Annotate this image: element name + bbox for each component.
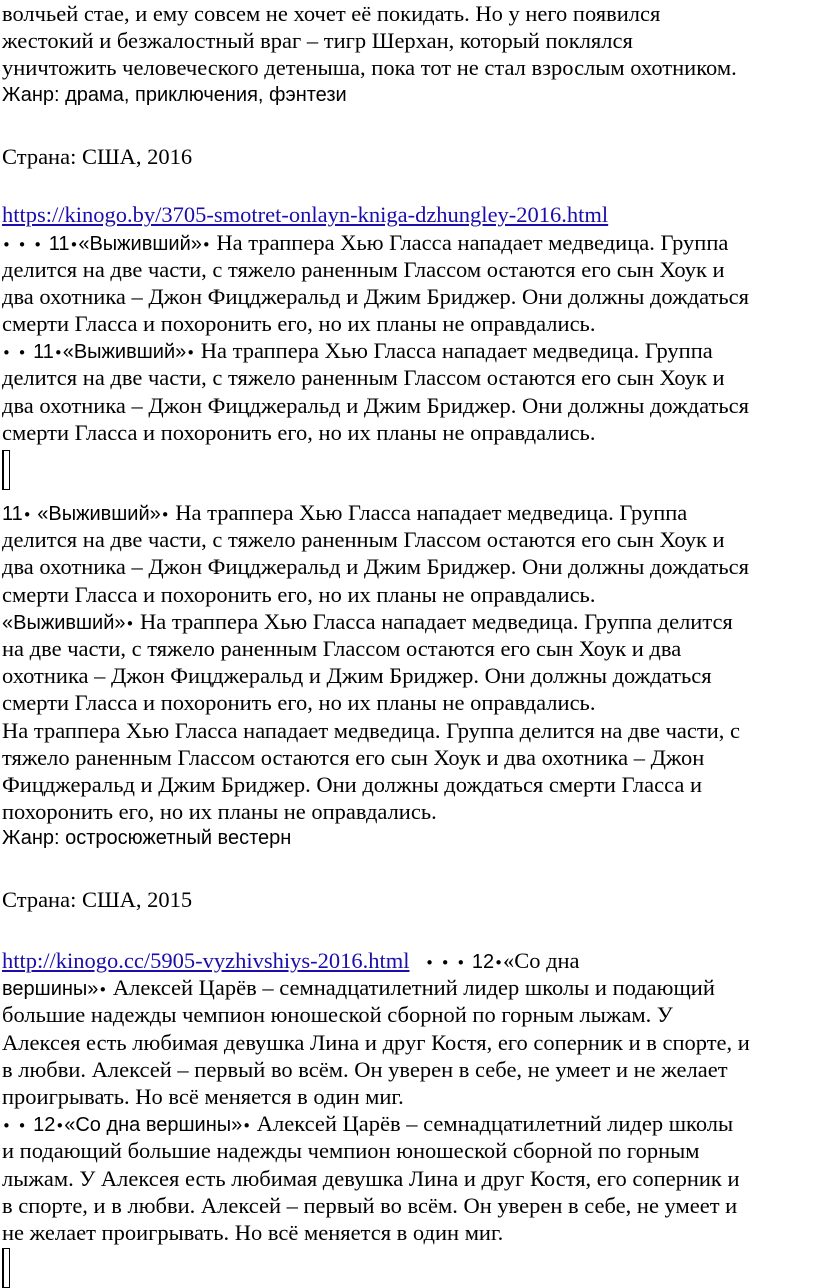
movie-title: «Выживший» xyxy=(62,341,187,364)
text-line: и подающий большие надежды чемпион юношеской сборной по горным xyxy=(2,1138,700,1164)
country-line: Страна: США, 2016 xyxy=(2,143,193,169)
text-line: жестокий и безжалостный враг – тигр Шерхан, который поклялся xyxy=(2,28,633,54)
synopsis-text: Алексей Царёв – семнадцатилетний лидер школы и подающий xyxy=(107,975,715,1001)
text-line: смерти Гласса и похоронить его, но их планы не оправдались. xyxy=(2,419,596,445)
bullet-icon: • xyxy=(22,506,32,524)
text-line: охотника – Джон Фицджеральд и Джим Бриджер. Они должны дождаться xyxy=(2,663,712,689)
text-line: в спорте, и в любви. Алексей – первый во всём. Он уверен в себе, не умеет и xyxy=(2,1192,738,1218)
text-line: тяжело раненным Глассом остаются его сын Хоук и два охотника – Джон xyxy=(2,744,705,770)
text-line: лыжам. У Алексея есть любимая девушка Лина и друг Костя, его соперник и xyxy=(2,1165,740,1191)
bullet-icon: • xyxy=(186,344,196,363)
item-number: 11 xyxy=(48,232,70,255)
text-line: уничтожить человеческого детеныша, пока тот не стал взрослым охотником. xyxy=(2,55,737,81)
genre-line: Жанр: остросюжетный вестерн xyxy=(2,827,292,850)
item-number: 12 xyxy=(33,1114,56,1137)
bullet-group: • • • xyxy=(2,235,44,254)
text-line: Фицджеральд и Джим Бриджер. Они должны дождаться смерти Гласса и xyxy=(2,771,702,797)
item-number: 12 xyxy=(471,951,495,973)
text-line: На траппера Хью Гласса нападает медведица. Группа делится на две части, с xyxy=(2,717,740,743)
empty-image-placeholder xyxy=(2,450,10,490)
text-line: два охотника – Джон Фицджеральд и Джим Бриджер. Они должны дождаться xyxy=(2,392,749,418)
bullet-group: • • xyxy=(2,344,28,363)
text-line: смерти Гласса и похоронить его, но их планы не оправдались. xyxy=(2,581,596,607)
synopsis-text: На траппера Хью Гласса нападает медведица. Группа xyxy=(169,500,688,525)
movie-title: «Выживший» xyxy=(78,232,202,255)
movie-title: «Со дна вершины» xyxy=(64,1114,243,1137)
text-line: в любви. Алексей – первый во всём. Он уверен в себе, не умеет и не желает xyxy=(2,1056,728,1082)
bullet-icon: • xyxy=(494,954,503,972)
document-page xyxy=(2,0,814,1286)
bullet-icon: • xyxy=(242,1117,252,1136)
empty-image-placeholder xyxy=(2,1248,10,1288)
synopsis-text: На траппера Хью Гласса нападает медведица. Группа xyxy=(195,338,713,364)
text-line: большие надежды чемпион юношеской сборной по горным лыжам. У xyxy=(2,1002,673,1028)
bullet-icon: • xyxy=(125,614,135,633)
text-line: волчьей стае, и ему совсем не хочет её покидать. Но у него появился xyxy=(2,1,661,26)
text-line: два охотника – Джон Фицджеральд и Джим Бриджер. Они должны дождаться xyxy=(2,554,749,580)
synopsis-text: На траппера Хью Гласса нападает медведица. Группа делится xyxy=(134,608,733,634)
text-line: похоронить его, но их планы не оправдались. xyxy=(2,799,437,825)
bullet-icon: • xyxy=(160,506,170,524)
movie-title-part: «Со дна xyxy=(502,948,580,973)
item-number: 11 xyxy=(2,503,23,525)
movie-title: «Выживший» xyxy=(37,503,161,525)
text-line: смерти Гласса и похоронить его, но их планы не оправдались. xyxy=(2,311,596,337)
bullet-group: • • • xyxy=(425,954,467,972)
bullet-group: • • xyxy=(2,1117,28,1136)
bullet-icon: • xyxy=(98,981,108,1000)
bullet-icon: • xyxy=(201,235,211,254)
bullet-icon: • xyxy=(53,344,63,363)
text-line: на две части, с тяжело раненным Глассом остаются его сын Хоук и два xyxy=(2,635,682,661)
text-line: делится на две части, с тяжело раненным Глассом остаются его сын Хоук и xyxy=(2,256,725,282)
text-line: Алексея есть любимая девушка Лина и друг Костя, его соперник и в спорте, и xyxy=(2,1029,750,1055)
text-line: делится на две части, с тяжело раненным Глассом остаются его сын Хоук и xyxy=(2,365,725,391)
kinogo-link[interactable]: http://kinogo.cc/5905-vyzhivshiys-2016.html xyxy=(2,948,410,973)
movie-title-part: вершины» xyxy=(2,978,99,1001)
bullet-icon: • xyxy=(55,1117,65,1136)
text-line: смерти Гласса и похоронить его, но их планы не оправдались. xyxy=(2,690,596,716)
bullet-icon: • xyxy=(69,235,79,254)
item-number: 11 xyxy=(33,341,54,364)
genre-line: Жанр: драма, приключения, фэнтези xyxy=(2,83,347,106)
movie-title: «Выживший» xyxy=(2,611,126,634)
synopsis-text: Алексей Царёв – семнадцатилетний лидер школы xyxy=(251,1111,734,1137)
text-line: не желает проигрывать. Но всё меняется в один миг. xyxy=(2,1219,504,1245)
kinogo-link[interactable]: https://kinogo.by/3705-smotret-onlayn-kniga-dzhungley-2016.html xyxy=(2,202,609,228)
synopsis-text: На траппера Хью Гласса нападает медведица. Группа xyxy=(210,229,729,255)
text-line: два охотника – Джон Фицджеральд и Джим Бриджер. Они должны дождаться xyxy=(2,283,749,309)
text-line: проигрывать. Но всё меняется в один миг. xyxy=(2,1083,404,1109)
country-line: Страна: США, 2015 xyxy=(2,886,193,912)
text-line: делится на две части, с тяжело раненным Глассом остаются его сын Хоук и xyxy=(2,527,725,553)
